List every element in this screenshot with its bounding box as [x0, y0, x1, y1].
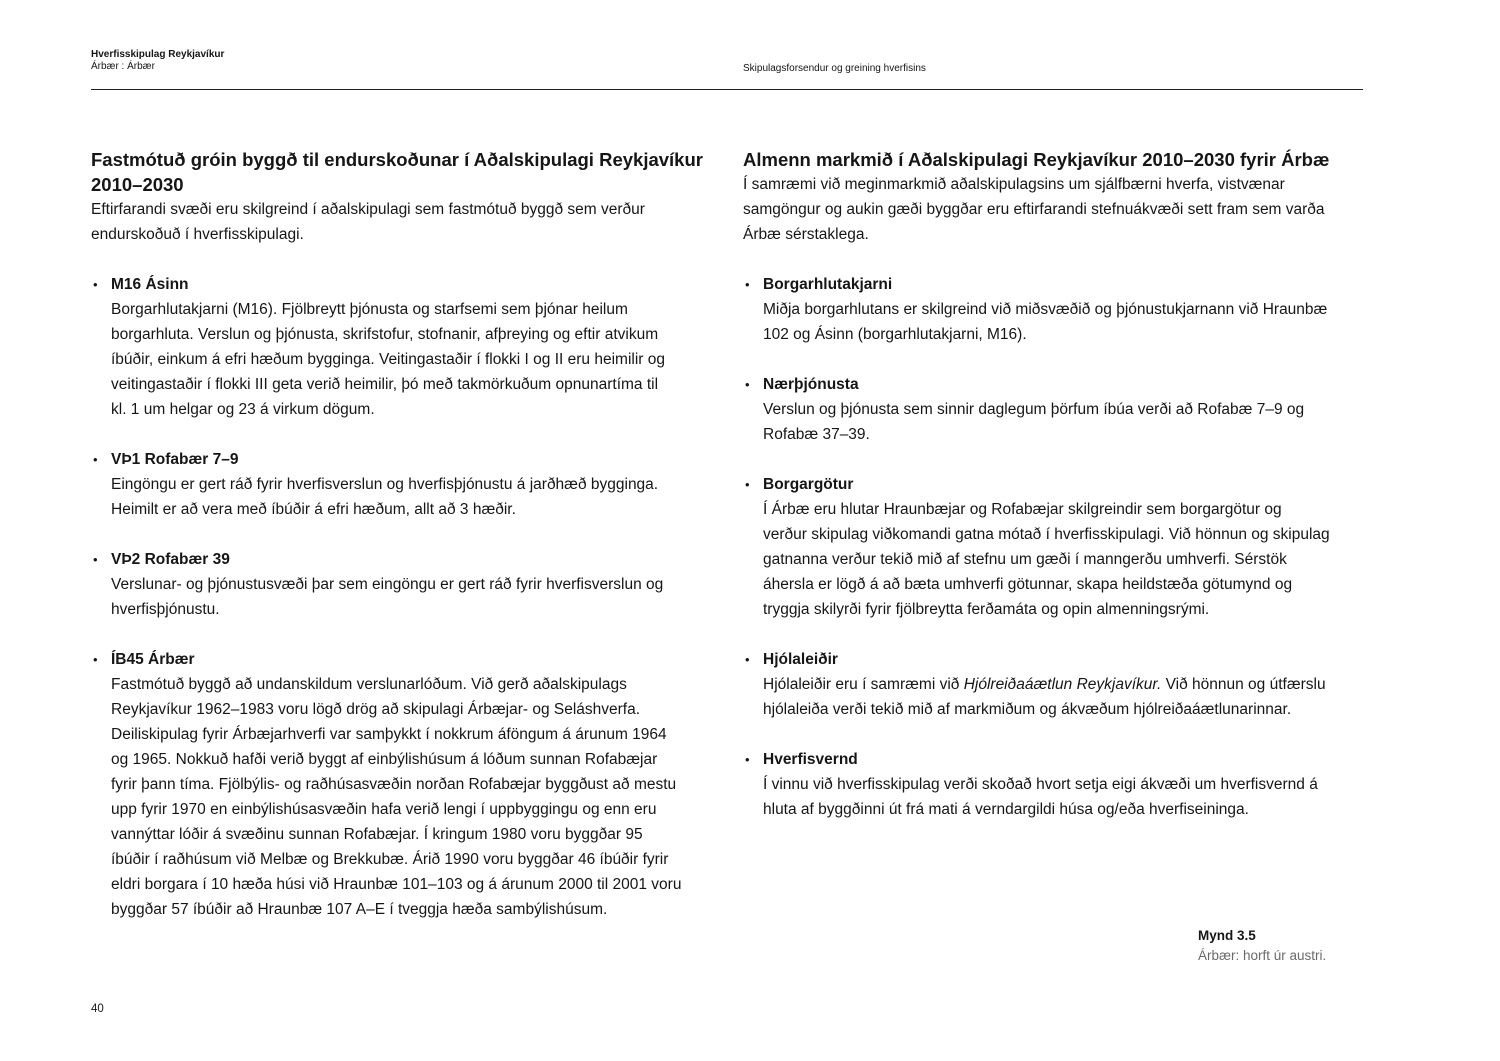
list-item-text-line: íbúðir í raðhúsum við Melbæ og Brekkubæ. Árið 1990 voru byggðar 46 íbúðir fyrir	[111, 851, 669, 868]
list-item-text-line: Í vinnu við hverfisskipulag verði skoðað hvort setja eigi ákvæði um hverfisvernd á	[763, 776, 1318, 793]
list-item-text-line: Heimilt er að vera með íbúðir á efri hæðum, allt að 3 hæðir.	[111, 501, 516, 518]
document-subtitle: Árbær : Árbær	[91, 61, 155, 72]
section-heading	[91, 147, 731, 197]
spacer	[743, 447, 1383, 472]
list-item-text-line: vannýttar lóðir á svæðinu sunnan Rofabæjar. Í kringum 1980 voru byggðar 95	[111, 826, 643, 843]
list-item-text-line: Rofabæ 37–39.	[763, 426, 870, 443]
list-item	[743, 472, 1383, 622]
list-item	[743, 647, 1383, 722]
list-item	[743, 747, 1383, 822]
list-item-text-line: Borgarhlutakjarni (M16). Fjölbreytt þjónusta og starfsemi sem þjónar heilum	[111, 301, 628, 318]
list-item-text-line: Miðja borgarhlutans er skilgreind við miðsvæðið og þjónustukjarnann við Hraunbæ	[763, 301, 1328, 318]
bullet-icon: •	[745, 652, 750, 667]
list-item-title: VÞ2 Rofabær 39	[111, 551, 230, 568]
heading-line: Fastmótuð gróin byggð til endurskoðunar í Aðalskipulagi Reykjavíkur	[91, 149, 703, 170]
list-item-text-line: Reykjavíkur 1962–1983 voru lögð drög að skipulagi Árbæjar- og Seláshverfa.	[111, 701, 641, 718]
list-item-text-line: fyrir þann tíma. Fjölbýlis- og raðhúsasvæðin norðan Rofabæjar byggðust að mestu	[111, 776, 677, 793]
list-item	[91, 272, 731, 422]
list-item	[91, 547, 731, 622]
paragraph-line: Árbæ sérstaklega.	[743, 226, 869, 243]
figure-description: Árbær: horft úr austri.	[1198, 948, 1327, 963]
list-item-text-line: tryggja skilyrði fyrir fjölbreytta ferðamáta og opin almenningsrými.	[763, 601, 1210, 618]
list-item-title: Nærþjónusta	[763, 376, 859, 393]
list-item-title: Borgargötur	[763, 476, 854, 493]
left-column	[91, 147, 731, 922]
document-title: Hverfisskipulag Reykjavíkur	[91, 49, 225, 60]
list-item-text-line: hverfisþjónustu.	[111, 601, 220, 618]
intro-paragraph	[743, 172, 1383, 247]
bullet-icon: •	[93, 277, 98, 292]
list-item	[91, 447, 731, 522]
spacer	[91, 422, 731, 447]
bullet-icon: •	[93, 452, 98, 467]
page-number: 40	[91, 1003, 104, 1015]
intro-paragraph	[91, 197, 731, 247]
header-divider	[91, 89, 1363, 90]
section-title: Skipulagsforsendur og greining hverfisins	[743, 63, 926, 74]
bullet-icon: •	[93, 552, 98, 567]
list-item-text-line: gatnanna verður tekið mið af stefnu um gæði í manngerðu umhverfi. Sérstök	[763, 551, 1287, 568]
list-item-text-line: áhersla er lögð á að bæta umhverfi götunnar, skapa heildstæða götumynd og	[763, 576, 1293, 593]
list-item-title: Hverfisvernd	[763, 751, 858, 768]
section-heading	[743, 147, 1383, 172]
list-item-title: M16 Ásinn	[111, 276, 189, 293]
bullet-icon: •	[745, 477, 750, 492]
list-item-text-line: upp fyrir 1970 en einbýlishúsasvæðin hafa verið lengi í uppbyggingu og enn eru	[111, 801, 657, 818]
list-item-text-line: veitingastaðir í flokki III geta verið heimilir, þó með takmörkuðum opnunartíma til	[111, 376, 659, 393]
list-item-text-line: Fastmótuð byggð að undanskildum verslunarlóðum. Við gerð aðalskipulags	[111, 676, 627, 693]
italic-text: Hjólreiðaáætlun Reykjavíkur.	[963, 676, 1162, 693]
bullet-icon: •	[745, 277, 750, 292]
list-item-text-line: eldri borgara í 10 hæða húsi við Hraunbæ 101–103 og á árunum 2000 til 2001 voru	[111, 876, 682, 893]
text-segment: Við hönnun og útfærslu	[1161, 676, 1326, 693]
list-item-text-line: borgarhluta. Verslun og þjónusta, skrifstofur, stofnanir, afþreying og eftir atvikum	[111, 326, 659, 343]
list-item-text-line: Verslun og þjónusta sem sinnir daglegum þörfum íbúa verði að Rofabæ 7–9 og	[763, 401, 1305, 418]
spacer	[743, 347, 1383, 372]
list-item	[91, 647, 731, 922]
list-item	[743, 372, 1383, 447]
list-item	[743, 272, 1383, 347]
spacer	[743, 722, 1383, 747]
heading-line: 2010–2030	[91, 174, 184, 195]
spacer	[91, 622, 731, 647]
list-item-text-line: verður skipulag viðkomandi gatna mótað í hverfisskipulagi. Við hönnun og skipulag	[763, 526, 1330, 543]
text-segment: Hjólaleiðir eru í samræmi við	[763, 676, 964, 693]
list-item-text-line: hluta af byggðinni út frá mati á verndargildi húsa og/eða hverfiseininga.	[763, 801, 1249, 818]
list-item-text-line	[763, 672, 1383, 697]
paragraph-line: samgöngur og aukin gæði byggðar eru eftirfarandi stefnuákvæði sett fram sem varða	[743, 201, 1325, 218]
list-item-title: ÍB45 Árbær	[111, 651, 195, 668]
spacer	[743, 247, 1383, 272]
bullet-icon: •	[745, 752, 750, 767]
list-item-text-line: hjólaleiða verði tekið mið af markmiðum og ákvæðum hjólreiðaáætlunarinnar.	[763, 701, 1292, 718]
list-item-text-line: 102 og Ásinn (borgarhlutakjarni, M16).	[763, 326, 1027, 343]
figure-caption	[1198, 926, 1326, 966]
bullet-icon: •	[745, 377, 750, 392]
list-item-text-line: kl. 1 um helgar og 23 á virkum dögum.	[111, 401, 375, 418]
paragraph-line: Í samræmi við meginmarkmið aðalskipulagsins um sjálfbærni hverfa, vistvænar	[743, 176, 1285, 193]
list-item-text-line: Verslunar- og þjónustusvæði þar sem eingöngu er gert ráð fyrir hverfisverslun og	[111, 576, 664, 593]
spacer	[91, 522, 731, 547]
list-item-text-line: Í Árbæ eru hlutar Hraunbæjar og Rofabæjar skilgreindir sem borgargötur og	[763, 501, 1282, 518]
list-item-text-line: Eingöngu er gert ráð fyrir hverfisverslun og hverfisþjónustu á jarðhæð bygginga.	[111, 476, 659, 493]
figure-label: Mynd 3.5	[1198, 928, 1256, 943]
heading-line: Almenn markmið í Aðalskipulagi Reykjavíkur 2010–2030 fyrir Árbæ	[743, 149, 1330, 170]
right-column	[743, 147, 1383, 822]
paragraph-line: Eftirfarandi svæði eru skilgreind í aðalskipulagi sem fastmótuð byggð sem verður	[91, 201, 645, 218]
running-header	[91, 49, 224, 73]
spacer	[91, 247, 731, 272]
list-item-title: VÞ1 Rofabær 7–9	[111, 451, 239, 468]
spacer	[743, 622, 1383, 647]
list-item-title: Hjólaleiðir	[763, 651, 838, 668]
list-item-title: Borgarhlutakjarni	[763, 276, 893, 293]
paragraph-line: endurskoðuð í hverfisskipulagi.	[91, 226, 304, 243]
list-item-text-line: íbúðir, einkum á efri hæðum bygginga. Veitingastaðir í flokki I og II eru heimilir og	[111, 351, 665, 368]
list-item-text-line: byggðar 57 íbúðir að Hraunbæ 107 A–E í tveggja hæða sambýlishúsum.	[111, 901, 608, 918]
list-item-text-line: og 1965. Nokkuð hafði verið byggt af einbýlishúsum á lóðum sunnan Rofabæjar	[111, 751, 658, 768]
bullet-icon: •	[93, 652, 98, 667]
list-item-text-line: Deiliskipulag fyrir Árbæjarhverfi var samþykkt í nokkrum áföngum á árunum 1964	[111, 726, 667, 743]
